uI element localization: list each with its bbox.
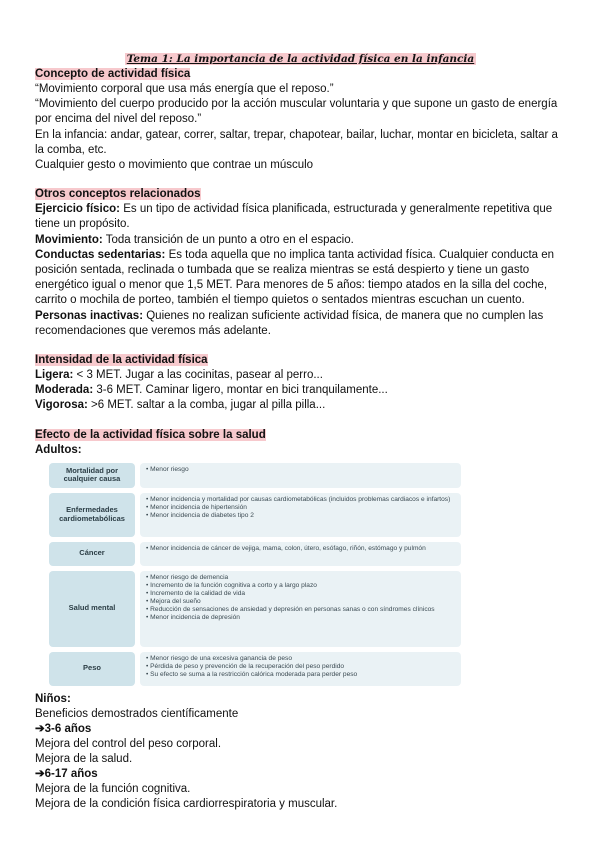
benefit-line: Mejora de la condición física cardiorrespiratoria y muscular. — [35, 798, 338, 811]
section-heading-intensidad: Intensidad de la actividad física — [35, 354, 208, 367]
document-title: Tema 1: La importancia de la actividad física en la infancia — [126, 53, 475, 65]
intensity-text: >6 MET. saltar a la comba, jugar al pilla pilla... — [87, 399, 326, 412]
table-bullet: • Mejora del sueño — [146, 598, 455, 606]
definition-text: Es toda aquella que no implica tanta actividad física. Cualquier conducta en posición sentada, reclinada o tumbada que se realiza mientras se está despierto y tiene un gasto energético igual o menor que 1,5 MET. Para menores de 5 años: tiempo atados en la silla del coche, carrito o mochila de porteo, también el tiempo quietos o sentados mientras escuchan un cuento. — [35, 248, 555, 307]
definition-term: Movimiento: — [35, 233, 103, 246]
table-description — [140, 542, 461, 566]
definition-text: Quienes no realizan suficiente actividad física, de manera que no cumplen las recomendaciones que veremos más adelante. — [35, 309, 544, 337]
benefit-line: Mejora de la salud. — [35, 753, 133, 766]
table-description — [140, 463, 461, 488]
table-category: Peso — [49, 652, 135, 686]
concepto-line: En la infancia: andar, gatear, correr, saltar, trepar, chapotear, bailar, luchar, montar en bicicleta, saltar a la comba, etc. — [35, 128, 558, 156]
table-category: Enfermedades cardiometabólicas — [49, 493, 135, 537]
table-row — [49, 463, 461, 488]
definition-item — [35, 233, 566, 248]
health-effects-table — [49, 463, 461, 686]
intensity-text: 3-6 MET. Caminar ligero, montar en bici tranquilamente... — [93, 384, 388, 397]
intensity-term: Ligera: — [35, 369, 74, 382]
intensity-text: < 3 MET. Jugar a las cocinitas, pasear al perro... — [73, 369, 323, 382]
adultos-label: Adultos: — [35, 443, 82, 456]
table-bullet: • Incremento de la función cognitiva a corto y a largo plazo — [146, 582, 455, 590]
table-bullet: • Menor incidencia y mortalidad por causas cardiometabólicas (incluidos problemas cardiacos e infartos) — [146, 496, 455, 504]
intensity-item — [35, 383, 566, 398]
table-bullet: • Incremento de la calidad de vida — [146, 590, 455, 598]
table-category: Salud mental — [49, 571, 135, 647]
concepto-line: “Movimiento del cuerpo producido por la acción muscular voluntaria y que supone un gasto de energía por encima del nivel del reposo.” — [35, 98, 558, 126]
table-bullet: • Menor incidencia de hipertensión — [146, 504, 455, 512]
definition-item — [35, 202, 566, 232]
ninos-label: Niños: — [35, 692, 71, 705]
table-bullet: • Pérdida de peso y prevención de la recuperación del peso perdido — [146, 663, 455, 671]
benefit-line: Mejora del control del peso corporal. — [35, 737, 222, 750]
intensity-item — [35, 398, 566, 413]
section-heading-efecto: Efecto de la actividad física sobre la salud — [35, 428, 266, 441]
table-bullet: • Reducción de sensaciones de ansiedad y depresión en personas sanas o con síndromes clínicos — [146, 606, 455, 614]
table-row — [49, 571, 461, 647]
definition-term: Personas inactivas: — [35, 309, 144, 322]
age-group-label: ➔3-6 años — [35, 722, 92, 735]
definition-text: Es un tipo de actividad física planificada, estructurada y generalmente repetitiva que tiene un propósito. — [35, 203, 553, 231]
table-row — [49, 542, 461, 566]
concepto-line: Cualquier gesto o movimiento que contrae un músculo — [35, 159, 314, 172]
table-bullet: • Menor riesgo de demencia — [146, 574, 455, 582]
definition-term: Ejercicio físico: — [35, 203, 121, 216]
table-description — [140, 571, 461, 647]
section-heading-concepto: Concepto de actividad física — [35, 68, 191, 80]
table-row — [49, 652, 461, 686]
definition-item — [35, 248, 566, 309]
intensity-item — [35, 368, 566, 383]
age-group-label: ➔6-17 años — [35, 768, 98, 781]
benefit-line: Mejora de la función cognitiva. — [35, 783, 191, 796]
table-row — [49, 493, 461, 537]
table-bullet: • Menor riesgo de una excesiva ganancia de peso — [146, 655, 455, 663]
intensity-term: Moderada: — [35, 384, 94, 397]
section-heading-otros: Otros conceptos relacionados — [35, 188, 201, 201]
table-bullet: • Menor riesgo — [146, 466, 455, 474]
definition-term: Conductas sedentarias: — [35, 248, 166, 261]
table-category: Mortalidad por cualquier causa — [49, 463, 135, 488]
table-category: Cáncer — [49, 542, 135, 566]
intensity-term: Vigorosa: — [35, 399, 88, 412]
definition-item — [35, 309, 566, 339]
table-description — [140, 652, 461, 686]
ninos-intro: Beneficios demostrados científicamente — [35, 707, 239, 720]
table-bullet: • Su efecto se suma a la restricción calórica moderada para perder peso — [146, 671, 455, 679]
table-bullet: • Menor incidencia de diabetes tipo 2 — [146, 512, 455, 520]
table-bullet: • Menor incidencia de cáncer de vejiga, mama, colon, útero, esófago, riñón, estómago y pulmón — [146, 545, 455, 553]
concepto-line: “Movimiento corporal que usa más energía que el reposo.” — [35, 83, 334, 95]
table-description — [140, 493, 461, 537]
table-bullet: • Menor incidencia de depresión — [146, 614, 455, 622]
definition-text: Toda transición de un punto a otro en el espacio. — [102, 233, 354, 246]
